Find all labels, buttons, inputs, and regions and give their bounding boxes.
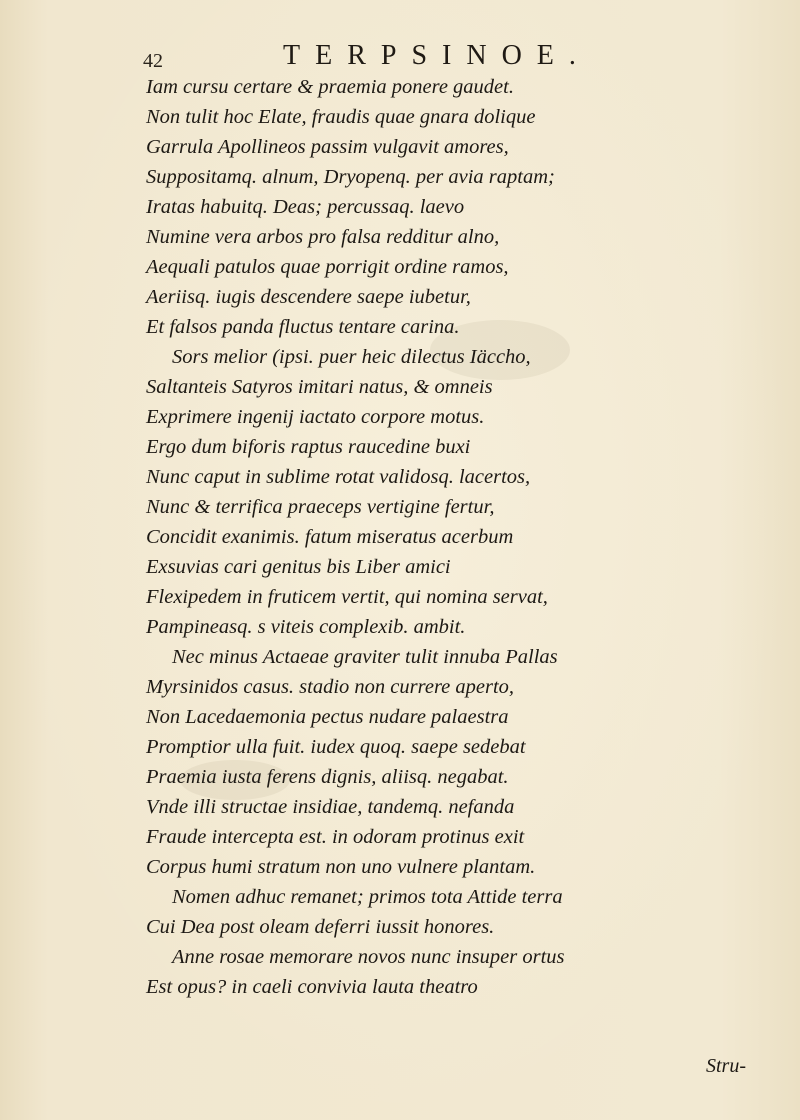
verse-line: Numine vera arbos pro falsa redditur alno, [146, 226, 500, 248]
verse-line: Nunc & terrifica praeceps vertigine fertur, [146, 496, 495, 518]
verse-line: Nunc caput in sublime rotat validosq. lacertos, [146, 466, 531, 488]
verse-line: Corpus humi stratum non uno vulnere plantam. [146, 856, 536, 878]
verse-line: Exprimere ingenij iactato corpore motus. [146, 406, 485, 428]
verse-line: Cui Dea post oleam deferri iussit honores. [146, 916, 495, 938]
verse-line: Fraude intercepta est. in odoram protinus exit [146, 826, 525, 848]
verse-line: Aequali patulos quae porrigit ordine ramos, [146, 256, 509, 278]
verse-line: Vnde illi structae insidiae, tandemq. nefanda [146, 796, 515, 818]
page-number: 42 [143, 50, 163, 72]
verse-line: Nec minus Actaeae graviter tulit innuba Pallas [172, 646, 558, 668]
verse-line: Et falsos panda fluctus tentare carina. [146, 316, 460, 338]
verse-line: Exsuvias cari genitus bis Liber amici [146, 556, 451, 578]
verse-line: Iam cursu certare & praemia ponere gaudet. [146, 76, 514, 98]
verse-line: Anne rosae memorare novos nunc insuper ortus [172, 946, 565, 968]
verse-line: Saltanteis Satyros imitari natus, & omneis [146, 376, 493, 398]
verse-line: Non tulit hoc Elate, fraudis quae gnara dolique [146, 106, 536, 128]
verse-line: Flexipedem in fruticem vertit, qui nomina servat, [146, 586, 548, 608]
verse-line: Garrula Apollineos passim vulgavit amores, [146, 136, 509, 158]
verse-line: Ergo dum biforis raptus raucedine buxi [146, 436, 471, 458]
verse-line: Aeriisq. iugis descendere saepe iubetur, [146, 286, 471, 308]
verse-line: Est opus? in caeli convivia lauta theatro [146, 976, 478, 998]
verse-line: Iratas habuitq. Deas; percussaq. laevo [146, 196, 465, 218]
verse-line: Nomen adhuc remanet; primos tota Attide terra [172, 886, 563, 908]
verse-line: Sors melior (ipsi. puer heic dilectus Iäccho, [172, 346, 531, 368]
verse-line: Concidit exanimis. fatum miseratus acerbum [146, 526, 514, 548]
verse-line: Promptior ulla fuit. iudex quoq. saepe sedebat [146, 736, 526, 758]
page-header [0, 38, 800, 78]
verse-line: Praemia iusta ferens dignis, aliisq. negabat. [146, 766, 509, 788]
verse-line: Myrsinidos casus. stadio non currere aperto, [146, 676, 515, 698]
verse-line: Non Lacedaemonia pectus nudare palaestra [146, 706, 509, 728]
running-head: TERPSINOE. [283, 40, 591, 71]
verse-line: Suppositamq. alnum, Dryopenq. per avia raptam; [146, 166, 555, 188]
catchword: Stru- [706, 1055, 746, 1077]
verse-line: Pampineasq. s viteis complexib. ambit. [146, 616, 466, 638]
